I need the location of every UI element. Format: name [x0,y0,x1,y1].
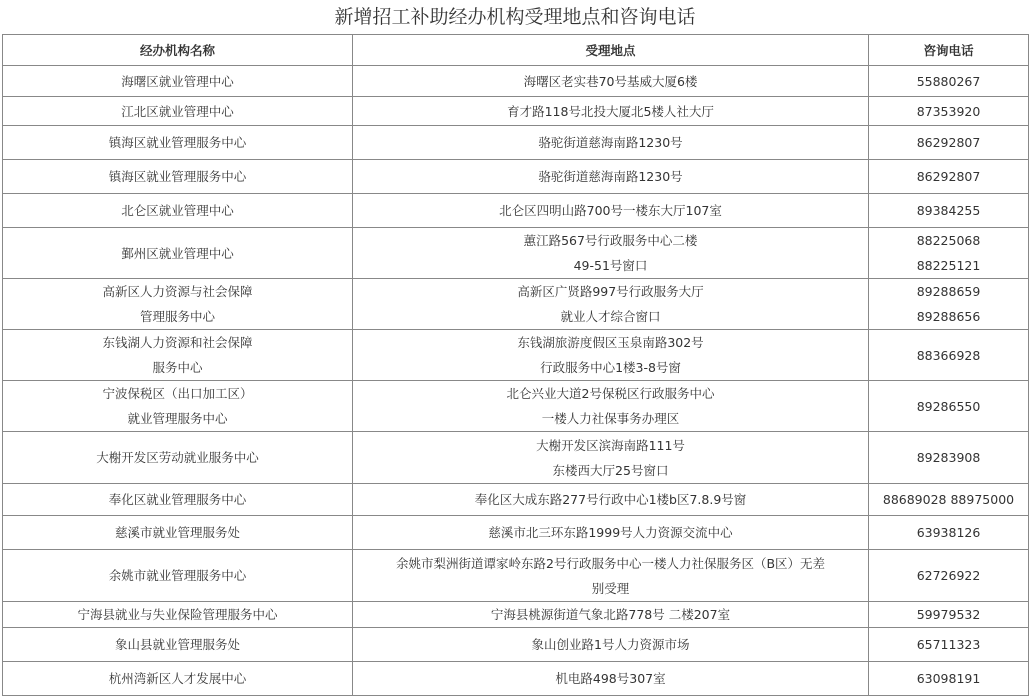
table-row [3,432,1029,484]
phone-cell [869,628,1029,662]
address-line: 高新区广贤路997号行政服务大厅 [517,284,704,299]
table-row [3,126,1029,160]
phone-line: 88225068 [916,233,981,248]
agency-name-cell [3,516,353,550]
agency-name-line: 宁波保税区（出口加工区） [102,386,253,401]
agency-name-cell [3,126,353,160]
address-cell [353,279,869,330]
agency-name-line: 高新区人力资源与社会保障 [102,284,253,299]
agency-name-line: 鄞州区就业管理中心 [121,245,234,261]
phone-line: 89286550 [916,398,981,414]
address-line: 东楼西大厅25号窗口 [552,462,669,478]
address-cell [353,484,869,516]
phone-line: 88225121 [916,258,981,273]
phone-cell [869,66,1029,97]
agency-name-cell [3,160,353,194]
phone-cell [869,516,1029,550]
phone-cell [869,484,1029,516]
phone-line: 87353920 [916,103,981,119]
address-cell [353,97,869,126]
phone-cell [869,662,1029,696]
phone-line: 63938126 [916,525,981,540]
phone-cell [869,381,1029,432]
phone-cell [869,432,1029,484]
phone-cell [869,228,1029,279]
phone-cell [869,330,1029,381]
table-body [3,66,1029,696]
agency-name-cell [3,432,353,484]
address-cell [353,550,869,602]
table-row [3,602,1029,628]
address-cell [353,662,869,696]
header-agency-name: 经办机构名称 [3,35,353,66]
agency-name-line: 镇海区就业管理服务中心 [108,135,247,150]
agency-name-cell [3,66,353,97]
agency-name-line: 北仑区就业管理中心 [121,203,234,218]
phone-line: 89288659 [916,284,981,299]
table-row [3,66,1029,97]
address-line: 东钱湖旅游度假区玉泉南路302号 [517,335,704,350]
table-row [3,381,1029,432]
agency-name-line: 慈溪市就业管理服务处 [114,525,240,540]
address-cell [353,516,869,550]
table-row [3,330,1029,381]
agency-name-line: 海曙区就业管理中心 [121,73,234,89]
address-line: 海曙区老实巷70号基威大厦6楼 [523,73,698,89]
address-line: 大榭开发区滨海南路111号 [536,437,685,453]
address-line: 象山创业路1号人力资源市场 [531,637,690,652]
table-row [3,662,1029,696]
agency-name-cell [3,602,353,628]
address-line: 蕙江路567号行政服务中心二楼 [523,233,698,248]
agency-name-cell [3,381,353,432]
address-line: 别受理 [591,580,630,596]
agency-name-cell [3,194,353,228]
phone-cell [869,194,1029,228]
address-cell [353,194,869,228]
agency-name-line: 镇海区就业管理服务中心 [108,169,247,184]
address-line: 骆驼街道慈海南路1230号 [538,169,683,184]
agency-name-line: 江北区就业管理中心 [121,103,234,119]
address-line: 奉化区大成东路277号行政中心1楼b区7.8.9号窗 [474,492,747,507]
agency-name-line: 就业管理服务中心 [127,411,228,426]
phone-line: 62726922 [916,568,981,583]
address-line: 慈溪市北三环东路1999号人力资源交流中心 [488,525,733,540]
address-cell [353,228,869,279]
address-line: 育才路118号北投大厦北5楼人社大厅 [507,103,714,119]
phone-cell [869,126,1029,160]
address-line: 宁海县桃源街道气象北路778号 二楼207室 [490,607,731,622]
address-cell [353,381,869,432]
address-line: 北仑兴业大道2号保税区行政服务中心 [506,386,715,401]
phone-line: 86292807 [916,135,981,150]
phone-line: 55880267 [916,73,981,89]
agency-name-cell [3,97,353,126]
page-title: 新增招工补助经办机构受理地点和咨询电话 [334,6,696,28]
phone-cell [869,97,1029,126]
agency-name-cell [3,330,353,381]
address-line: 就业人才综合窗口 [560,309,661,324]
agency-name-cell [3,550,353,602]
agency-name-line: 杭州湾新区人才发展中心 [108,671,247,686]
address-cell [353,160,869,194]
address-cell [353,330,869,381]
table-row [3,628,1029,662]
header-address: 受理地点 [353,35,869,66]
agency-name-line: 管理服务中心 [139,309,215,324]
phone-line: 59979532 [916,607,981,622]
agency-name-cell [3,484,353,516]
address-cell [353,126,869,160]
address-cell [353,66,869,97]
phone-cell [869,602,1029,628]
header-phone: 咨询电话 [869,35,1029,66]
phone-line: 88689028 88975000 [882,492,1015,507]
address-cell [353,432,869,484]
table-row [3,194,1029,228]
phone-line: 65711323 [916,637,981,652]
agency-name-line: 奉化区就业管理服务中心 [108,492,247,507]
address-cell [353,628,869,662]
table-row [3,160,1029,194]
phone-line: 89384255 [916,203,981,218]
agency-name-cell [3,628,353,662]
phone-cell [869,279,1029,330]
address-line: 机电路498号307室 [555,671,666,686]
table-row [3,550,1029,602]
phone-cell [869,550,1029,602]
table-row [3,484,1029,516]
agency-name-line: 余姚市就业管理服务中心 [108,568,247,583]
agency-name-line: 服务中心 [152,360,203,375]
phone-line: 63098191 [916,671,981,686]
phone-line: 89288656 [916,309,981,324]
address-line: 骆驼街道慈海南路1230号 [538,135,683,150]
address-line: 余姚市梨洲街道谭家岭东路2号行政服务中心一楼人力社保服务区（B区）无差 [395,555,826,571]
table-row [3,516,1029,550]
agency-name-cell [3,662,353,696]
phone-line: 88366928 [916,347,981,363]
phone-cell [869,160,1029,194]
agency-name-line: 象山县就业管理服务处 [114,637,240,652]
phone-line: 89283908 [916,450,981,465]
phone-line: 86292807 [916,169,981,184]
address-line: 行政服务中心1楼3-8号窗 [540,360,681,375]
agency-name-line: 宁海县就业与失业保险管理服务中心 [77,607,278,622]
agency-table [2,34,1029,696]
address-line: 49-51号窗口 [573,258,648,273]
agency-name-line: 大榭开发区劳动就业服务中心 [96,450,259,465]
address-cell [353,602,869,628]
agency-name-cell [3,228,353,279]
table-row [3,279,1029,330]
table-row [3,228,1029,279]
table-header-row [3,35,1029,66]
address-line: 一楼人力社保事务办理区 [541,411,680,426]
agency-name-line: 东钱湖人力资源和社会保障 [102,335,253,350]
address-line: 北仑区四明山路700号一楼东大厅107室 [499,203,722,218]
table-row [3,97,1029,126]
agency-name-cell [3,279,353,330]
